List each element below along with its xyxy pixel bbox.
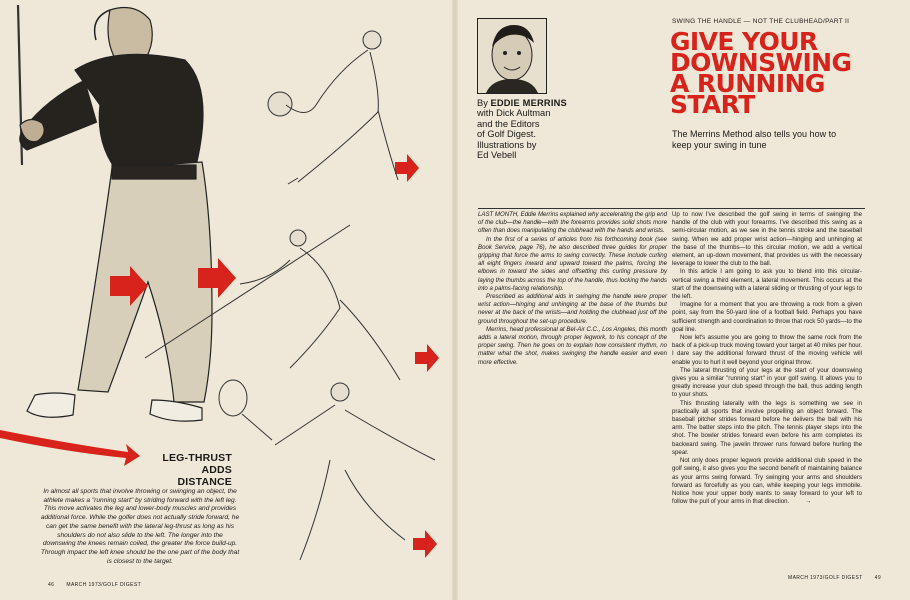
headline (670, 27, 910, 119)
headline-line: A RUNNING (670, 69, 825, 98)
byline-line: and the Editors (477, 118, 540, 129)
author-portrait (477, 18, 547, 94)
page-number: 46 (48, 582, 55, 588)
body-column (672, 211, 862, 506)
folio-left (42, 582, 147, 588)
caption-body: In almost all sports that involve throwing or swinging an object, the athlete makes a "running start" by striding forward with the left leg. This move activates the leg and lower-body muscles and provides additional force. While the golfer does not actually stride forward, he can get the same benefit with the lateral leg-thrust as long as his shoulders do not also slide to the left. The longer into the downswing the knees remain coiled, the greater the force build-up. Through impact the left knee should be the one part of the body that is closest to the target. (40, 488, 240, 565)
byline-line: Illustrations by (477, 139, 537, 150)
headline-line: START (670, 90, 755, 119)
caption-title-line: DISTANCE (177, 476, 232, 488)
body-paragraph: This thrusting laterally with the legs is something we see in practically all sports that involve propelling an object forward. The baseball pitcher strides forward before he delivers the ball with his arm. The batter steps into the pitch. The tennis player steps into the shot. The bowler strides forward even before his arm completes its backward swing. The javelin thrower runs forward before hurling the spear. (672, 399, 862, 456)
byline-line: with Dick Aultman (477, 108, 551, 119)
author-name: EDDIE MERRINS (490, 98, 567, 108)
body-paragraph-text: Not only does proper legwork provide additional club speed in the golf swing, it also gives you the second benefit of maintaining balance as your arms swing forward. Try swinging your arms and shoulders forward as forcefully as you can, while keeping your legs immobile. Notice how your upper body wants to sway forward to your left to follow the pull of your arms in that direction. (672, 457, 862, 506)
golfer-illustration (18, 5, 212, 421)
continue-arrow-icon: → (805, 498, 812, 506)
body-paragraph: The lateral thrusting of your legs at the start of your downswing gives you a similar "running start" in your golf swing. It allows you to greatly increase your club speed through the ball, thus adding length to your shots. (672, 366, 862, 399)
intro-paragraph: Merrins, head professional at Bel-Air C.C., Los Angeles, this month adds a lateral motion, through proper legwork, to his concept of the proper swing. Then he goes on to explain how consistent rhythm, no matter what the shot, makes swinging the handle easier and even more effective. (478, 325, 667, 366)
caption-title (150, 452, 232, 488)
byline (477, 98, 587, 160)
caption-title-line: ADDS (201, 464, 232, 476)
deck: The Merrins Method also tells you how to keep your swing in tune (672, 129, 837, 150)
intro-paragraph: In the first of a series of articles from his forthcoming book (see Book Service, page 76), he also described three guides for proper gripping that force the arms to swing correctly. These include curling all eight fingers inward and upward toward the palms, forcing the elbows in toward the sides and offsetting this curling pressure by laying the thumbs across the top of the handle, thus locking the hands into a palms-facing relationship. (478, 235, 667, 292)
headline-line: DOWNSWING (670, 48, 852, 77)
body-paragraph (672, 457, 862, 506)
body-paragraph: Now let's assume you are going to throw the same rock from the back of a pick-up truck moving toward your target at 40 miles per hour. I dare say the additional forward thrust of the moving vehicle will enable you to hurl it well beyond your original throw. (672, 334, 863, 366)
body-paragraph: Imagine for a moment that you are throwing a rock from a given point, say from the 50-yard line of a football field. Perhaps you have sufficient strength and coordination to throw that rock 50 yards—to the goal line. (672, 301, 862, 333)
body-paragraph: Up to now I've described the golf swing in terms of swinging the handle of the club with your forearms. I've described this swing as a semi-circular motion, as we see in the tennis stroke and the baseball swing. When we add proper wrist action—hinging and unhinging at the base of the thumbs—to this circular motion, we add a vertical element, an up-down movement, that provides us with the necessary leverage to lower the club to the ball. (672, 211, 862, 268)
issue-line: MARCH 1973/GOLF DIGEST (788, 575, 863, 581)
divider-rule (478, 208, 865, 209)
caption-title-line: LEG-THRUST (162, 452, 232, 464)
page-number: 49 (874, 575, 882, 581)
byline-line: of Golf Digest. (477, 129, 536, 140)
intro-paragraph: Prescribed as additional aids in swinging the handle were proper wrist action—hinging and unhinging at the base of the thumbs but never at the back of the wrists—and holding the clubhead just off the ground throughout the set-up procedure. (478, 293, 667, 325)
byline-line: Ed Vebell (477, 150, 517, 161)
headline-line: GIVE YOUR (670, 27, 818, 56)
gutter (452, 0, 458, 600)
body-paragraph: In this article I am going to ask you to blend into this circular-vertical swing a third element, a lateral movement. This occurs at the start of the downswing with a lateral sliding or thrusting of your legs to the left. (672, 268, 862, 301)
intro-column (478, 211, 667, 367)
byline-prefix: By (477, 98, 488, 108)
bowler-illustration (268, 31, 398, 184)
kicker: SWING THE HANDLE — NOT THE CLUBHEAD/PART II (672, 18, 850, 25)
folio-right (782, 575, 887, 581)
tennis-illustration (219, 380, 435, 560)
intro-paragraph: LAST MONTH, Eddie Merrins explained why accelerating the grip end of the club—the handle—with the forearms provides solid shots more often than does manipulating the clubhead with the hands and wrists. (478, 211, 667, 235)
issue-line: MARCH 1973/GOLF DIGEST (66, 582, 142, 588)
